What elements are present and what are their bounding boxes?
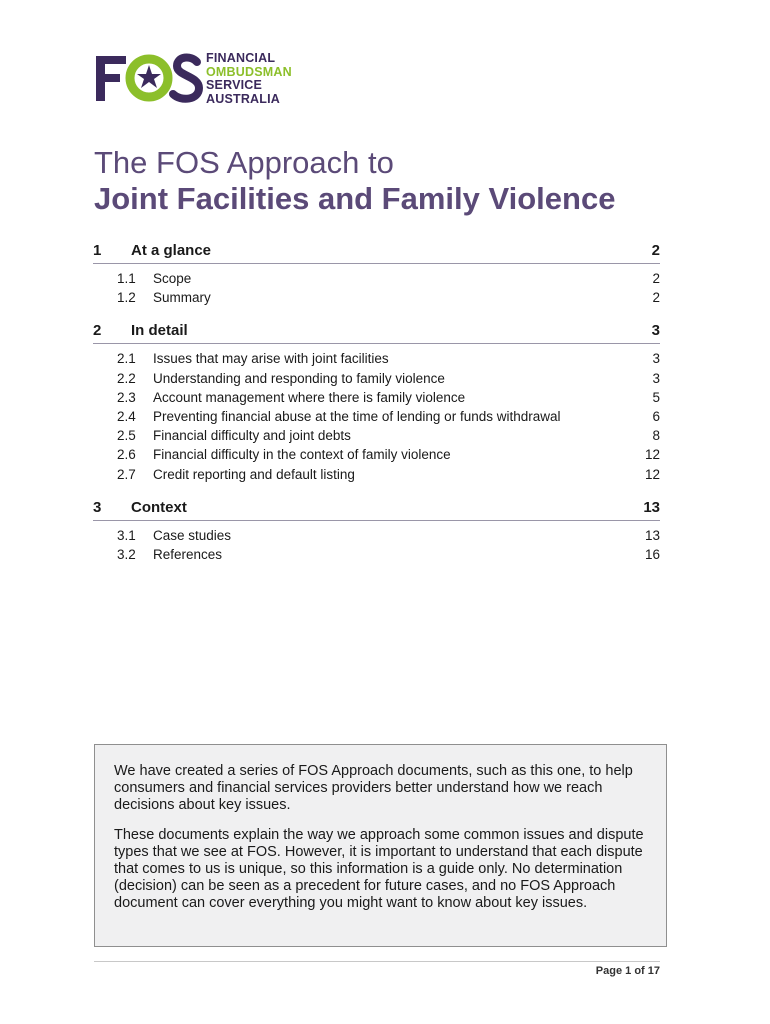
toc-item-number: 1.1 xyxy=(117,271,136,286)
fos-logo-mark xyxy=(93,50,205,108)
toc-item-number: 2.6 xyxy=(117,447,136,463)
toc-item-2-5[interactable] xyxy=(93,426,660,445)
toc-item-page: 2 xyxy=(652,290,660,306)
toc-item-title: Account management where there is family violence xyxy=(153,389,466,405)
notice-paragraph-1: We have created a series of FOS Approach documents, such as this one, to help consumers and financial services providers better understand how we reach decisions about key issues. xyxy=(114,763,633,813)
toc-item-2-2[interactable] xyxy=(93,369,660,388)
toc-item-title: Issues that may arise with joint facilities xyxy=(153,351,389,367)
toc-item-number: 2.1 xyxy=(117,351,136,367)
toc-section-page: 3 xyxy=(651,322,660,340)
title-line-2: Joint Facilities and Family Violence xyxy=(94,181,616,216)
fos-logo-wordmark xyxy=(206,52,292,106)
fos-approach-notice-box xyxy=(94,744,667,947)
toc-item-title: Financial difficulty and joint debts xyxy=(153,428,351,444)
footer-divider xyxy=(94,961,660,962)
logo-word-financial: FINANCIAL xyxy=(206,51,276,65)
logo-word-australia: AUSTRALIA xyxy=(206,91,281,106)
toc-item-page: 12 xyxy=(644,466,660,482)
toc-item-page: 3 xyxy=(652,351,660,367)
logo-word-service: SERVICE xyxy=(206,78,263,93)
toc-section-title: Context xyxy=(131,498,187,516)
toc-item-2-6[interactable] xyxy=(93,445,660,464)
toc-section-title: In detail xyxy=(131,322,188,340)
toc-item-number: 2.2 xyxy=(117,370,136,386)
table-of-contents xyxy=(93,238,660,575)
toc-item-number: 2.4 xyxy=(117,408,136,424)
title-line-1: The FOS Approach to xyxy=(94,145,394,180)
toc-item-title: Financial difficulty in the context of family violence xyxy=(153,447,451,463)
toc-subsection-list xyxy=(93,344,660,494)
toc-subsection-list xyxy=(93,521,660,575)
toc-item-page: 8 xyxy=(652,428,660,444)
toc-section-number: 3 xyxy=(93,498,102,516)
toc-item-2-4[interactable] xyxy=(93,407,660,426)
toc-item-page: 12 xyxy=(644,447,660,463)
toc-section-3[interactable] xyxy=(93,495,660,521)
toc-section-title: At a glance xyxy=(131,242,212,259)
toc-section-number: 2 xyxy=(93,322,102,340)
toc-item-number: 3.1 xyxy=(117,527,136,543)
toc-item-2-7[interactable] xyxy=(93,465,660,484)
toc-item-3-1[interactable] xyxy=(93,526,660,545)
toc-subsection-list xyxy=(93,264,660,318)
toc-item-3-2[interactable] xyxy=(93,545,660,564)
fos-logo xyxy=(93,50,293,108)
toc-item-2-1[interactable] xyxy=(93,349,660,368)
toc-item-title: Preventing financial abuse at the time of lending or funds withdrawal xyxy=(153,408,561,424)
toc-section-1[interactable] xyxy=(93,238,660,264)
toc-item-title: Credit reporting and default listing xyxy=(153,466,355,482)
toc-item-page: 3 xyxy=(652,370,660,386)
toc-item-1-1[interactable] xyxy=(93,269,660,288)
toc-item-number: 3.2 xyxy=(117,546,136,562)
toc-section-2[interactable] xyxy=(93,318,660,344)
toc-item-title: Scope xyxy=(153,271,192,286)
toc-item-1-2[interactable] xyxy=(93,288,660,307)
toc-item-number: 2.3 xyxy=(117,389,136,405)
toc-item-page: 13 xyxy=(644,527,660,543)
toc-section-page: 2 xyxy=(651,242,660,259)
toc-section-number: 1 xyxy=(93,242,102,259)
logo-word-ombudsman: OMBUDSMAN xyxy=(206,64,292,79)
toc-item-title: References xyxy=(153,546,223,562)
toc-item-title: Understanding and responding to family violence xyxy=(153,370,445,386)
toc-item-title: Summary xyxy=(153,290,211,306)
toc-section-page: 13 xyxy=(643,498,660,516)
notice-paragraph-2: These documents explain the way we approach some common issues and dispute types that we see at FOS. However, it is important to understand that each dispute that comes to us is unique, so this information is a guide only. No determination (decision) can be seen as a precedent for future cases, and no FOS Approach document can cover everything you might want to know about key issues. xyxy=(114,827,644,911)
toc-item-page: 5 xyxy=(652,389,660,405)
toc-item-page: 2 xyxy=(652,271,660,286)
toc-item-number: 2.5 xyxy=(117,428,136,444)
toc-item-page: 6 xyxy=(652,408,660,424)
document-title xyxy=(94,145,615,217)
toc-item-number: 1.2 xyxy=(117,290,136,306)
toc-item-number: 2.7 xyxy=(117,466,136,482)
toc-item-page: 16 xyxy=(644,546,660,562)
toc-item-title: Case studies xyxy=(153,527,232,543)
page-number: Page 1 of 17 xyxy=(595,965,660,977)
toc-item-2-3[interactable] xyxy=(93,388,660,407)
